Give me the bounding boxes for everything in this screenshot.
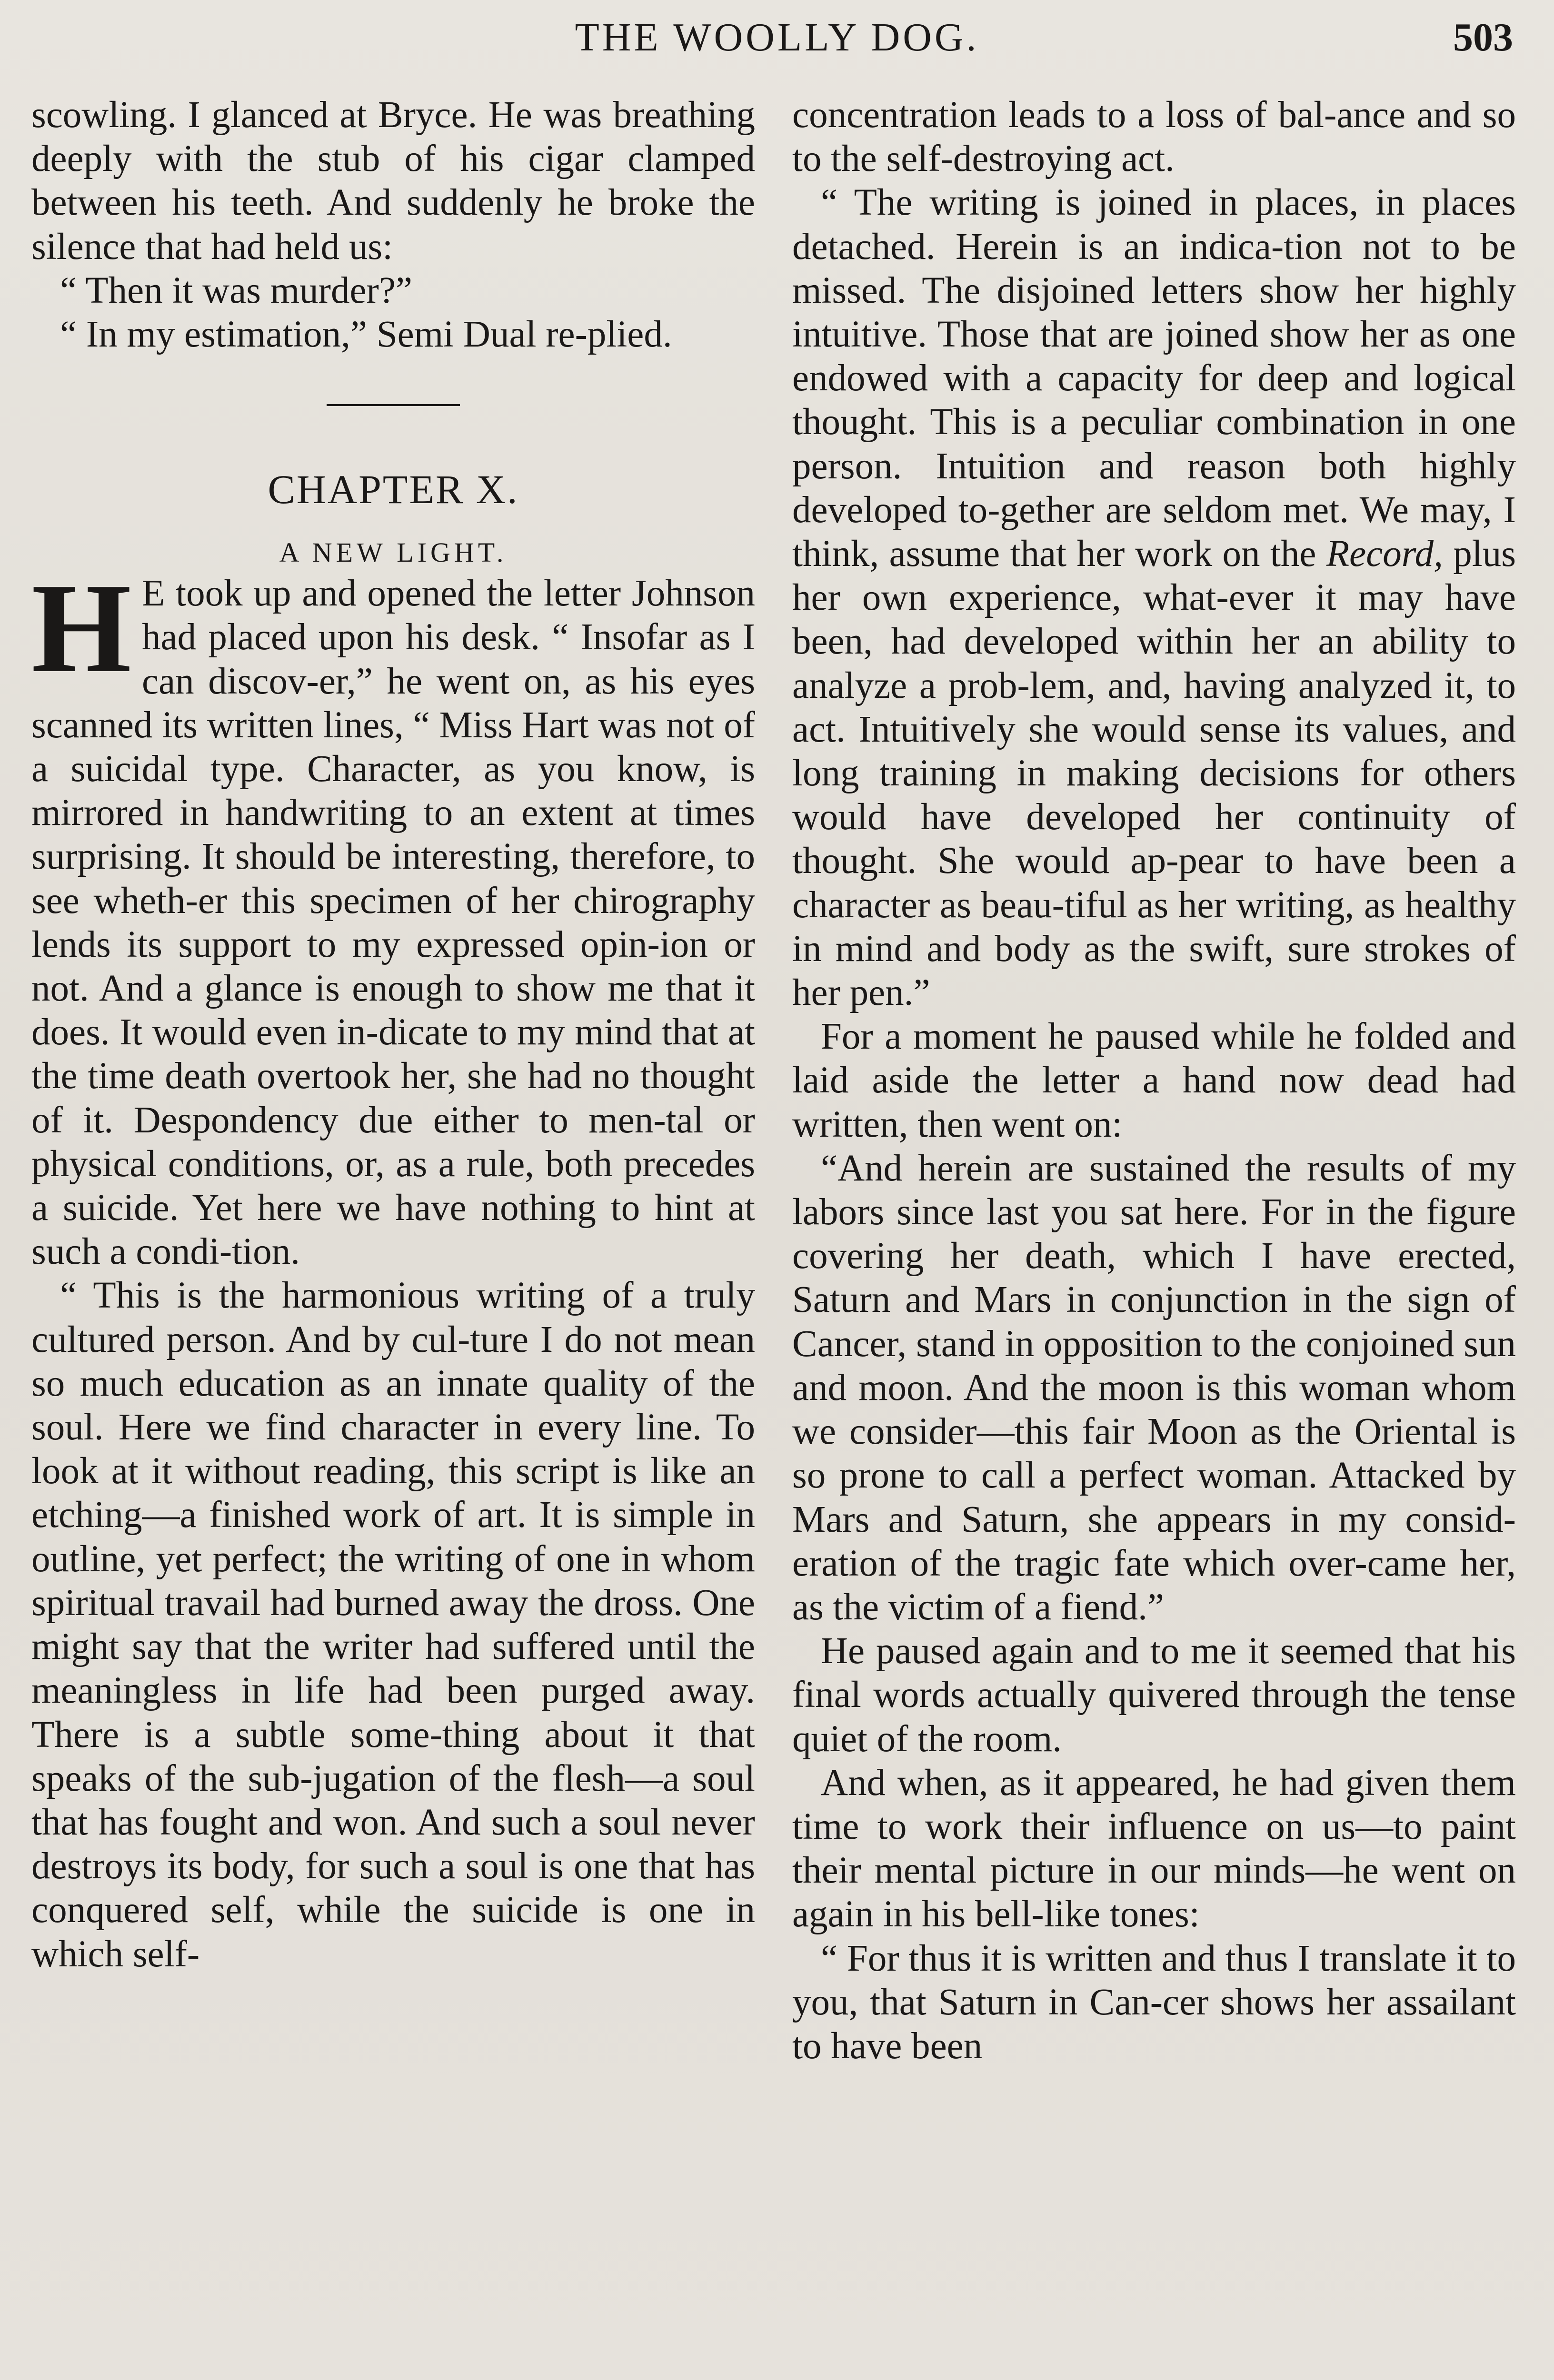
drop-cap: H (31, 557, 132, 700)
paragraph: For a moment he paused while he folded and laid aside the letter a hand now dead had written, then went on: (792, 1016, 1516, 1145)
page-number: 503 (1453, 15, 1513, 60)
paragraph: And when, as it appeared, he had given them time to work their influence on us—to paint their mental picture in our minds—he went on again in his bell-like tones: (792, 1762, 1516, 1935)
running-title: THE WOOLLY DOG. (575, 15, 979, 60)
running-header (31, 14, 1523, 76)
paragraph: “ For thus it is written and thus I translate it to you, that Saturn in Can-cer shows her assailant to have been (792, 1937, 1516, 2067)
paragraph: “ This is the harmonious writing of a truly cultured person. And by cul-ture I do not mean so much education as an innate quality of the soul. Here we find character in every line. To look at it without reading, this script is like an etching—a finished work of art. It is simple in outline, yet perfect; the writing of one in whom spiritual travail had burned away the dross. One might say that the writer had suffered until the meaningless in life had been purged away. There is a subtle some-thing about it that speaks of the sub-jugation of the flesh—a soul that has fought and won. And such a soul never destroys its body, for such a soul is one that has conquered self, while the suicide is one in which self- (31, 1275, 755, 1975)
paragraph (792, 181, 1516, 1015)
left-column (31, 93, 755, 2380)
paragraph: scowling. I glanced at Bryce. He was breathing deeply with the stub of his cigar clamped between his teeth. And suddenly he broke the silence that had held us: (31, 94, 755, 268)
opening-paragraph (31, 557, 755, 1274)
paragraph-text: “ The writing is joined in places, in places detached. Herein is an indica-tion not to be missed. The disjoined letters show her highly intuitive. Those that are joined show her as one endowed with a capacity for deep and logical thought. This is a peculiar combination in one person. Intuition and reason both highly developed to-gether are seldom met. We may, I think, assume that her work on the (792, 182, 1516, 575)
chapter-subtitle: A NEW LIGHT. (279, 537, 508, 568)
opening-text: E took up and opened the letter Johnson had placed upon his desk. “ Insofar as I can discov-er,” he went on, as his eyes scanned its written lines, “ Miss Hart was not of a suicidal type. Character, as you know, is mirrored in handwriting to an extent at times surprising. It should be interesting, therefore, to see wheth-er this specimen of her chirography lends its support to my expressed opin-ion or not. And a glance is enough to show me that it does. It would even in-dicate to my mind that at the time death overtook her, she had no thought of it. Despondency due either to men-tal or physical conditions, or, as a rule, both precedes a suicide. Yet here we have nothing to hint at such a condi-tion. (31, 573, 755, 1273)
paragraph: “ Then it was murder?” (60, 269, 412, 311)
chapter-title: CHAPTER X. (268, 466, 519, 513)
right-column (792, 93, 1516, 2380)
paragraph-text: plus her own experience, what-ever it may have been, had developed within her an ability to analyze a prob-lem, and, having analyzed it, to act. Intuitively she would sense its values, and long training in making decisions for others would have developed her continuity of thought. She would ap-pear to have been a character as beau-tiful as her writing, as healthy in mind and body as the swift, sure strokes of her pen.” (792, 533, 1516, 1014)
publication-title: Record, (1326, 533, 1443, 575)
paragraph: concentration leads to a loss of bal-ance and so to the self-destroying act. (792, 94, 1516, 180)
paragraph: “ In my estimation,” Semi Dual re-plied. (60, 314, 672, 356)
paragraph: He paused again and to me it seemed that his final words actually quivered through the tense quiet of the room. (792, 1630, 1516, 1760)
paragraph: “And herein are sustained the results of my labors since last you sat here. For in the figure covering her death, which I have erected, Saturn and Mars in conjunction in the sign of Cancer, stand in opposition to the conjoined sun and moon. And the moon is this woman whom we consider—this fair Moon as the Oriental is so prone to call a perfect woman. Attacked by Mars and Saturn, she appears in my consid-eration of the tragic fate which over-came her, as the victim of a fiend.” (792, 1147, 1516, 1628)
section-divider (327, 404, 460, 406)
